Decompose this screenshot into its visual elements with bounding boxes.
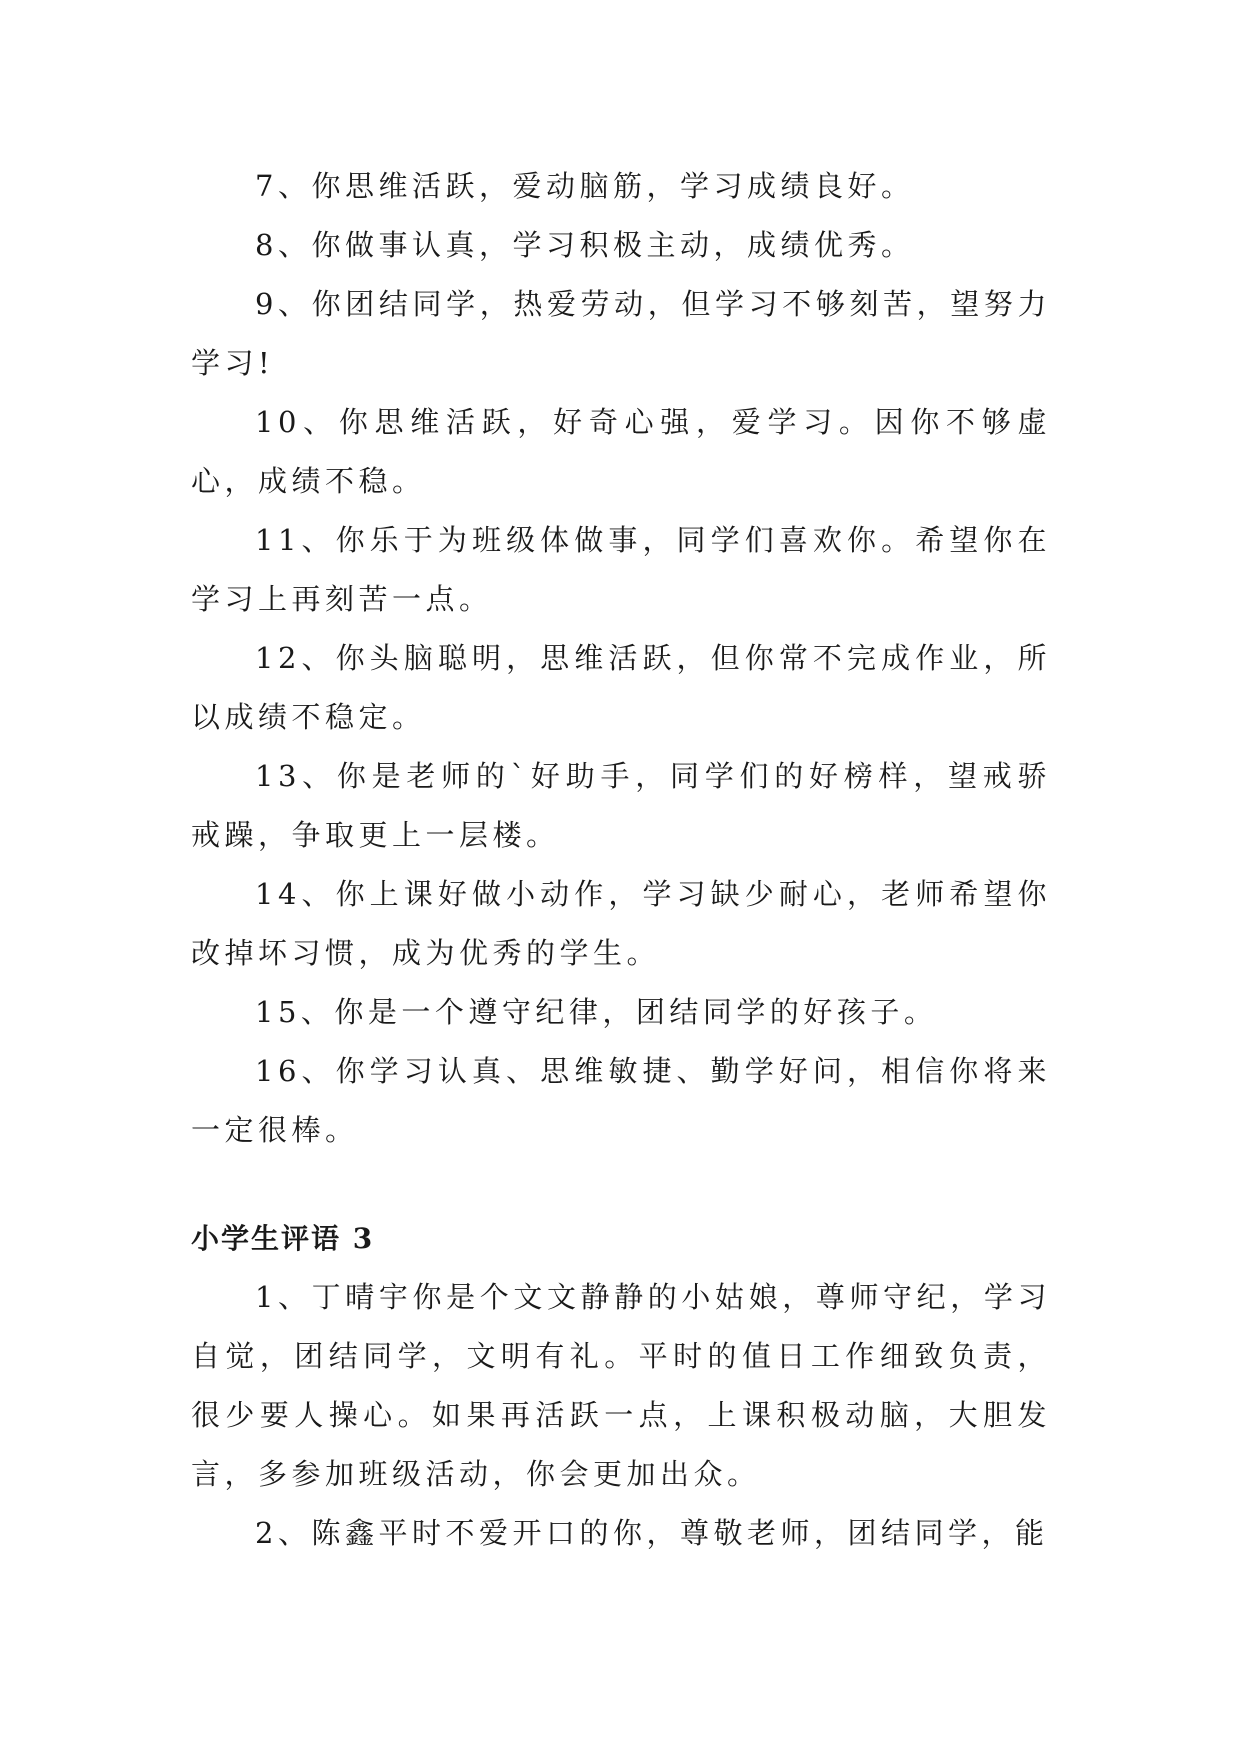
comment-paragraph: 12、你头脑聪明，思维活跃，但你常不完成作业，所以成绩不稳定。 <box>191 641 1051 734</box>
comment-paragraph: 10、你思维活跃，好奇心强，爱学习。因你不够虚心，成绩不稳。 <box>191 405 1051 498</box>
section-title: 小学生评语 3 <box>191 1222 375 1255</box>
comment-paragraph: 15、你是一个遵守纪律，团结同学的好孩子。 <box>255 995 938 1029</box>
comment-paragraph: 16、你学习认真、思维敏捷、勤学好问，相信你将来一定很棒。 <box>191 1054 1051 1147</box>
comment-paragraph: 14、你上课好做小动作，学习缺少耐心，老师希望你改掉坏习惯，成为优秀的学生。 <box>191 877 1051 970</box>
comment-paragraph: 7、你思维活跃，爱动脑筋，学习成绩良好。 <box>255 169 915 203</box>
comment-paragraph: 1、丁晴宇你是个文文静静的小姑娘，尊师守纪，学习自觉，团结同学，文明有礼。平时的值日工作细致负责，很少要人操心。如果再活跃一点，上课积极动脑，大胆发言，多参加班级活动，你会更加出众。 <box>191 1280 1051 1491</box>
comment-paragraph: 13、你是老师的`好助手，同学们的好榜样，望戒骄戒躁，争取更上一层楼。 <box>191 759 1051 852</box>
comment-paragraph: 8、你做事认真，学习积极主动，成绩优秀。 <box>255 228 915 262</box>
comment-paragraph: 9、你团结同学，热爱劳动，但学习不够刻苦，望努力学习! <box>191 287 1051 380</box>
document-body <box>191 157 1051 1563</box>
comment-paragraph: 2、陈鑫平时不爱开口的你，尊敬老师，团结同学，能 <box>255 1516 1049 1550</box>
comment-paragraph: 11、你乐于为班级体做事，同学们喜欢你。希望你在学习上再刻苦一点。 <box>191 523 1051 616</box>
